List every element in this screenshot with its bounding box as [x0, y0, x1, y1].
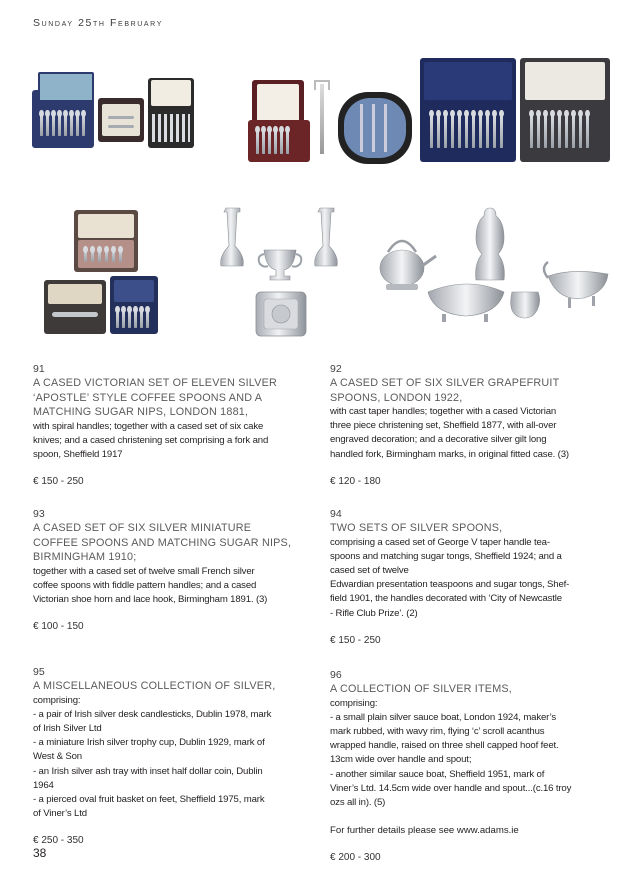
photo-lot-92: [248, 76, 414, 166]
fruit-basket: [428, 284, 504, 316]
case-lid: [38, 72, 94, 102]
lot-estimate: € 200 - 300: [330, 852, 381, 864]
lot-description: with spiral handles; together with a cased set of six cake knives; and a cased christening set comprising a fork and spoon, Sheffield 1917: [33, 420, 269, 460]
lot-title: A CASED VICTORIAN SET OF ELEVEN SILVER ‘APOSTLE’ STYLE COFFEE SPOONS AND A MATCHING SUGAR NIPS, LONDON 1881,: [33, 377, 278, 418]
lot-description: comprising: - a pair of Irish silver desk candlesticks, Dublin 1978, mark of Irish Silver Ltd - a miniature Irish silver trophy cup, Dublin 1929, mark of West & Son - an Irish silver ash tray with inset half dollar coin, Dublin 1964 - a pierced oval fruit basket on feet, Sheffield 1975, mark of Viner’s Ltd: [33, 694, 272, 820]
sauce-boat: [548, 271, 608, 298]
photo-lot-96: [372, 206, 612, 336]
lot-94: [330, 507, 592, 646]
page-header: Sunday 25th February: [33, 17, 163, 29]
lot-title: A COLLECTION OF SILVER ITEMS,: [330, 683, 512, 695]
candlestick-right: [315, 208, 338, 266]
kettle: [380, 250, 424, 286]
cream-jug: [511, 292, 540, 318]
lot-number: 96: [330, 669, 342, 681]
lot-title: A CASED SET OF SIX SILVER GRAPEFRUIT SPOONS, LONDON 1922,: [330, 377, 560, 404]
photo-lot-91: [32, 70, 192, 150]
lot-description: comprising a cased set of George V taper handle tea- spoons and matching sugar tongs, Sheffield 1924; and a cased set of twelve Edwardian presentation teaspoons and sugar tongs, Shef- field 1901, the handles decorated with ‘City of Newcastle - Rifle Club Prize’. (2): [330, 536, 570, 619]
photo-lot-93: [44, 210, 160, 336]
lot-92: [330, 362, 592, 487]
lot-number: 94: [330, 508, 342, 520]
page-number: 38: [33, 846, 47, 860]
trophy-cup: [264, 250, 296, 280]
lot-91: [33, 362, 295, 487]
photo-lot-94: [420, 58, 610, 164]
silver-candlesticks-svg: [212, 204, 360, 342]
gilt-fork: [320, 84, 324, 154]
lot-number: 92: [330, 363, 342, 375]
lot-estimate: € 150 - 250: [330, 634, 381, 646]
lot-estimate: € 250 - 350: [33, 835, 84, 847]
silver-items-svg: [372, 206, 612, 336]
candlestick-left: [221, 208, 244, 266]
lot-estimate: € 150 - 250: [33, 476, 84, 488]
lot-estimate: € 100 - 150: [33, 621, 84, 633]
lot-title: A CASED SET OF SIX SILVER MINIATURE COFFEE SPOONS AND MATCHING SUGAR NIPS, BIRMINGHAM 1910;: [33, 522, 292, 563]
lot-93: [33, 507, 295, 632]
lot-description: comprising: - a small plain silver sauce boat, London 1924, maker’s mark rubbed, with wavy rim, flying ‘c’ scroll acanthus wrapped handle, raised on three shell capped hoof feet. 13cm wide over handle and spout; - another similar sauce boat, Sheffield 1951, mark of Viner’s Ltd. 14.5cm wide over handle and spout...(c.16 troy ozs all in). (5): [330, 697, 572, 808]
lot-description: together with a cased set of twelve small French silver coffee spoons with fiddle pattern handles; and a cased Victorian shoe horn and lace hook, Birmingham 1891. (3): [33, 565, 268, 605]
lot-number: 93: [33, 508, 45, 520]
lot-estimate: € 120 - 180: [330, 475, 381, 487]
lot-95: [33, 665, 295, 846]
lot-96: [330, 668, 592, 863]
photo-lot-95: [212, 204, 360, 342]
lot-number: 95: [33, 666, 45, 678]
lot-description: with cast taper handles; together with a cased Victorian three piece christening set, Sheffield 1877, with all-over engraved decoration; and a decorative silver gilt long handled fork, Birmingham marks, in original fitted case. (3): [330, 406, 569, 460]
lot-title: A MISCELLANEOUS COLLECTION OF SILVER,: [33, 680, 276, 692]
sugar-caster: [476, 208, 505, 280]
further-details-link-text: For further details please see www.adams.ie: [330, 825, 519, 837]
lot-number: 91: [33, 363, 45, 375]
lot-title: TWO SETS OF SILVER SPOONS,: [330, 522, 503, 534]
